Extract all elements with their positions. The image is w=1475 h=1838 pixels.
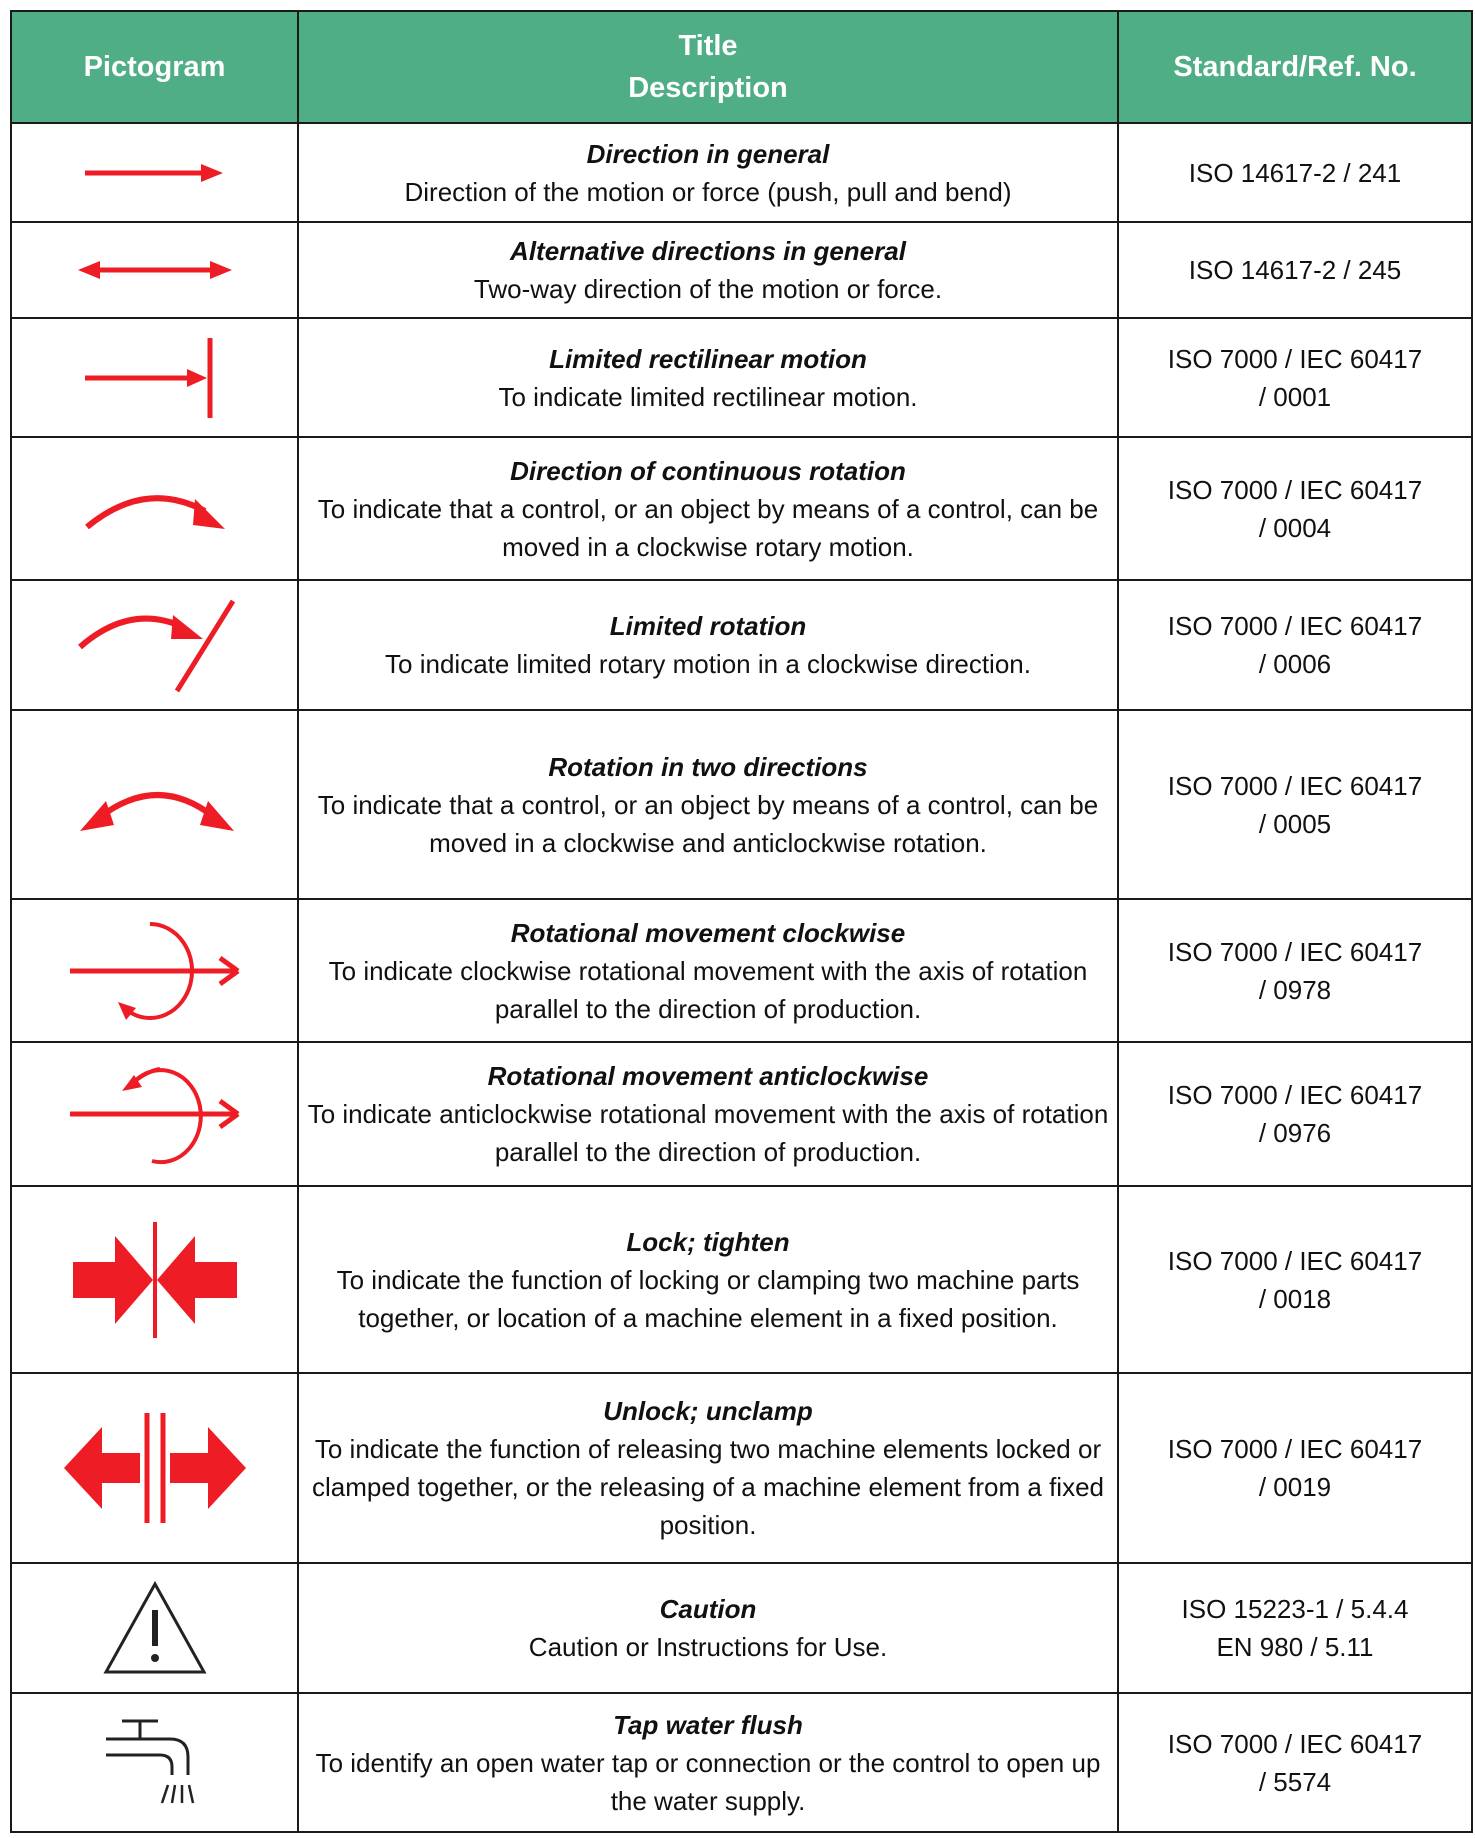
pictogram-table (10, 10, 1473, 1833)
reference-line: / 0001 (1258, 381, 1332, 412)
pictogram-cell (11, 1693, 298, 1832)
row-description: Direction of the motion or force (push, pull and bend) (404, 176, 1012, 207)
table-row (11, 123, 1472, 222)
reference-line: / 0976 (1258, 1118, 1332, 1148)
arrow-right-icon (75, 153, 235, 193)
row-title: Limited rectilinear motion (549, 343, 867, 374)
reference-line: / 0004 (1258, 512, 1332, 543)
description-cell (298, 123, 1118, 222)
rotation-clockwise-icon (60, 916, 250, 1026)
reference-cell (1118, 580, 1472, 710)
two-direction-rotation-icon (70, 765, 240, 845)
reference-line: ISO 7000 / IEC 60417 (1167, 1728, 1423, 1759)
pictogram-cell (11, 1042, 298, 1186)
pictogram-cell (11, 437, 298, 580)
reference-line: / 0005 (1258, 808, 1332, 839)
limited-rotation-icon (65, 595, 245, 695)
description-cell (298, 1373, 1118, 1563)
row-description: To indicate that a control, or an object by means of a control, can be moved in a clockwise rotary motion. (317, 493, 1099, 562)
description-cell (298, 1042, 1118, 1186)
reference-line: ISO 7000 / IEC 60417 (1167, 936, 1423, 967)
row-description: To indicate that a control, or an object by means of a control, can be moved in a clockwise and anticlockwise rotation. (317, 789, 1099, 858)
tap-water-icon (100, 1713, 210, 1813)
reference-line: ISO 14617-2 / 245 (1188, 255, 1402, 285)
reference-line: / 0006 (1258, 649, 1332, 679)
row-title: Limited rotation (609, 611, 807, 641)
description-cell (298, 899, 1118, 1042)
caution-icon (100, 1578, 210, 1678)
reference-line: ISO 7000 / IEC 60417 (1167, 474, 1423, 505)
table-row (11, 318, 1472, 437)
reference-line: ISO 15223-1 / 5.4.4 (1181, 1594, 1409, 1624)
reference-line: ISO 14617-2 / 241 (1188, 157, 1402, 188)
pictogram-cell (11, 222, 298, 318)
reference-line: ISO 7000 / IEC 60417 (1167, 1245, 1423, 1276)
table-row (11, 1373, 1472, 1563)
row-title: Direction of continuous rotation (510, 455, 906, 486)
row-description: To indicate limited rectilinear motion. (498, 381, 918, 412)
reference-line: / 0019 (1258, 1472, 1332, 1502)
header-title: Title (678, 30, 738, 62)
row-description: To indicate clockwise rotational movement with the axis of rotation parallel to the direction of production. (328, 955, 1088, 1024)
reference-cell (1118, 899, 1472, 1042)
row-description: To indicate the function of locking or clamping two machine parts together, or location of a machine element in a fixed position. (336, 1264, 1080, 1333)
pictogram-cell (11, 710, 298, 899)
row-title: Caution (659, 1594, 757, 1624)
description-cell (298, 1693, 1118, 1832)
reference-line: ISO 7000 / IEC 60417 (1167, 343, 1423, 374)
row-title: Unlock; unclamp (603, 1396, 813, 1426)
row-title: Rotational movement clockwise (510, 917, 906, 948)
description-cell (298, 1186, 1118, 1373)
row-title: Lock; tighten (626, 1226, 790, 1257)
reference-cell (1118, 710, 1472, 899)
pictogram-cell (11, 1563, 298, 1693)
description-cell (298, 580, 1118, 710)
pictogram-cell (11, 1373, 298, 1563)
reference-cell (1118, 437, 1472, 580)
description-cell (298, 318, 1118, 437)
description-cell (298, 1563, 1118, 1693)
rotation-anticlockwise-icon (60, 1059, 250, 1169)
reference-line: ISO 7000 / IEC 60417 (1167, 1080, 1423, 1110)
header-standard: Standard/Ref. No. (1118, 11, 1472, 123)
reference-line: / 0018 (1258, 1283, 1332, 1314)
reference-line: / 5574 (1258, 1766, 1332, 1797)
pictogram-cell (11, 123, 298, 222)
reference-cell (1118, 1373, 1472, 1563)
reference-line: ISO 7000 / IEC 60417 (1167, 1434, 1423, 1464)
header-pictogram: Pictogram (11, 11, 298, 123)
table-row (11, 710, 1472, 899)
reference-line: / 0978 (1258, 974, 1332, 1005)
row-description: To identify an open water tap or connection or the control to open up the water supply. (315, 1747, 1101, 1816)
row-title: Alternative directions in general (510, 236, 906, 266)
reference-cell (1118, 1563, 1472, 1693)
row-title: Rotation in two directions (548, 751, 868, 782)
table-row (11, 580, 1472, 710)
table-row (11, 1693, 1472, 1832)
row-description: Two-way direction of the motion or force. (473, 274, 943, 304)
description-cell (298, 710, 1118, 899)
limited-motion-icon (75, 333, 235, 423)
table-row (11, 1042, 1472, 1186)
row-description: To indicate anticlockwise rotational movement with the axis of rotation parallel to the direction of production. (307, 1099, 1109, 1167)
table-row (11, 1563, 1472, 1693)
reference-cell (1118, 123, 1472, 222)
reference-cell (1118, 1042, 1472, 1186)
reference-line: EN 980 / 5.11 (1216, 1632, 1374, 1662)
table-row (11, 1186, 1472, 1373)
row-title: Rotational movement anticlockwise (487, 1061, 929, 1091)
table-row (11, 222, 1472, 318)
reference-line: ISO 7000 / IEC 60417 (1167, 611, 1423, 641)
double-arrow-icon (70, 250, 240, 290)
lock-icon (65, 1220, 245, 1340)
row-title: Tap water flush (613, 1709, 803, 1740)
table-header-row (11, 11, 1472, 123)
table-row (11, 437, 1472, 580)
reference-cell (1118, 1693, 1472, 1832)
reference-line: ISO 7000 / IEC 60417 (1167, 770, 1423, 801)
unlock-icon (60, 1413, 250, 1523)
description-cell (298, 437, 1118, 580)
reference-cell (1118, 318, 1472, 437)
description-cell (298, 222, 1118, 318)
pictogram-cell (11, 1186, 298, 1373)
reference-cell (1118, 222, 1472, 318)
reference-cell (1118, 1186, 1472, 1373)
row-description: To indicate the function of releasing two machine elements locked or clamped together, or the releasing of a machine element from a fixed position. (312, 1434, 1104, 1540)
pictogram-cell (11, 899, 298, 1042)
table-row (11, 899, 1472, 1042)
continuous-rotation-icon (75, 469, 235, 549)
row-description: Caution or Instructions for Use. (528, 1632, 888, 1662)
pictogram-cell (11, 318, 298, 437)
header-description: Description (628, 72, 788, 104)
row-description: To indicate limited rotary motion in a clockwise direction. (385, 649, 1031, 679)
header-title-description (298, 11, 1118, 123)
pictogram-cell (11, 580, 298, 710)
row-title: Direction in general (586, 138, 830, 169)
